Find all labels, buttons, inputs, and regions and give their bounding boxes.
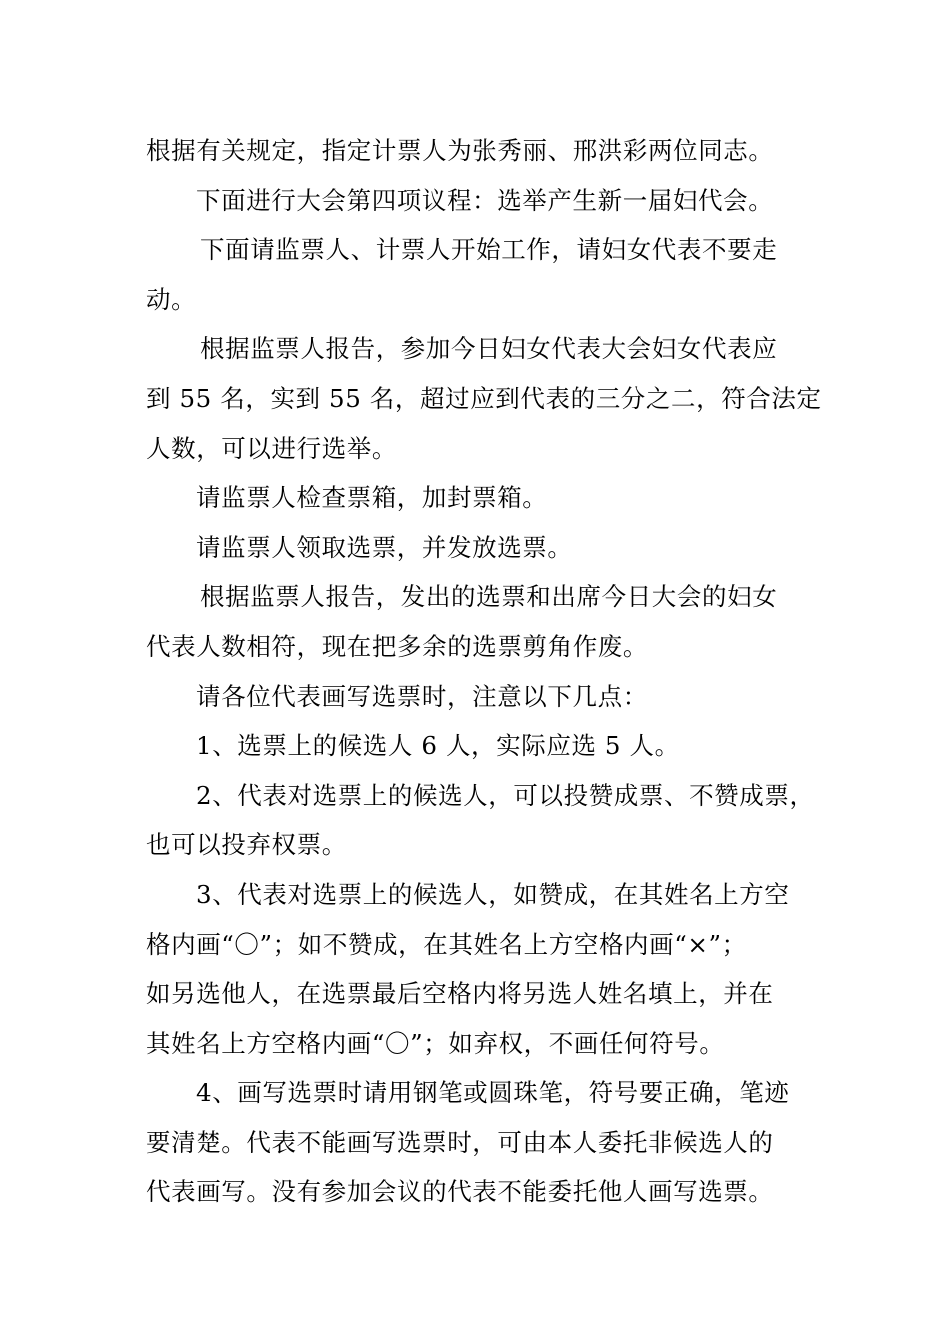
text-line: 请各位代表画写选票时，注意以下几点：: [196, 681, 648, 711]
text-line: 请监票人检查票箱，加封票箱。: [196, 483, 548, 513]
document-body: [146, 126, 836, 1217]
text-line: 动。: [146, 284, 197, 314]
text-line: 3、代表对选票上的候选人，如赞成，在其姓名上方空: [196, 879, 790, 909]
text-line: 代表人数相符，现在把多余的选票剪角作废。: [146, 631, 648, 661]
text-line: 根据监票人报告，发出的选票和出席今日大会的妇女: [200, 582, 778, 612]
text-line: 其姓名上方空格内画“〇”；如弃权，不画任何符号。: [146, 1028, 725, 1058]
text-line: 要清楚。代表不能画写选票时，可由本人委托非候选人的: [146, 1127, 774, 1157]
text-line: 如另选他人，在选票最后空格内将另选人姓名填上，并在: [146, 979, 774, 1009]
text-line: 到 55 名，实到 55 名，超过应到代表的三分之二，符合法定: [146, 383, 822, 413]
text-line: 也可以投弃权票。: [146, 830, 347, 860]
text-line: 下面进行大会第四项议程：选举产生新一届妇代会。: [196, 185, 774, 215]
text-line: 1、选票上的候选人 6 人，实际应选 5 人。: [196, 731, 680, 761]
text-line: 根据监票人报告，参加今日妇女代表大会妇女代表应: [200, 334, 778, 364]
text-line: 4、画写选票时请用钢笔或圆珠笔，符号要正确，笔迹: [196, 1078, 790, 1108]
text-line: 请监票人领取选票，并发放选票。: [196, 532, 573, 562]
text-line: 人数，可以进行选举。: [146, 433, 397, 463]
text-line: 下面请监票人、计票人开始工作，请妇女代表不要走: [200, 235, 778, 265]
text-line: 2、代表对选票上的候选人，可以投赞成票、不赞成票，: [196, 780, 815, 810]
text-line: 根据有关规定，指定计票人为张秀丽、邢洪彩两位同志。: [146, 136, 774, 165]
text-line: 格内画“〇”；如不赞成，在其姓名上方空格内画“×”；: [146, 929, 747, 959]
text-line: 代表画写。没有参加会议的代表不能委托他人画写选票。: [146, 1177, 774, 1207]
